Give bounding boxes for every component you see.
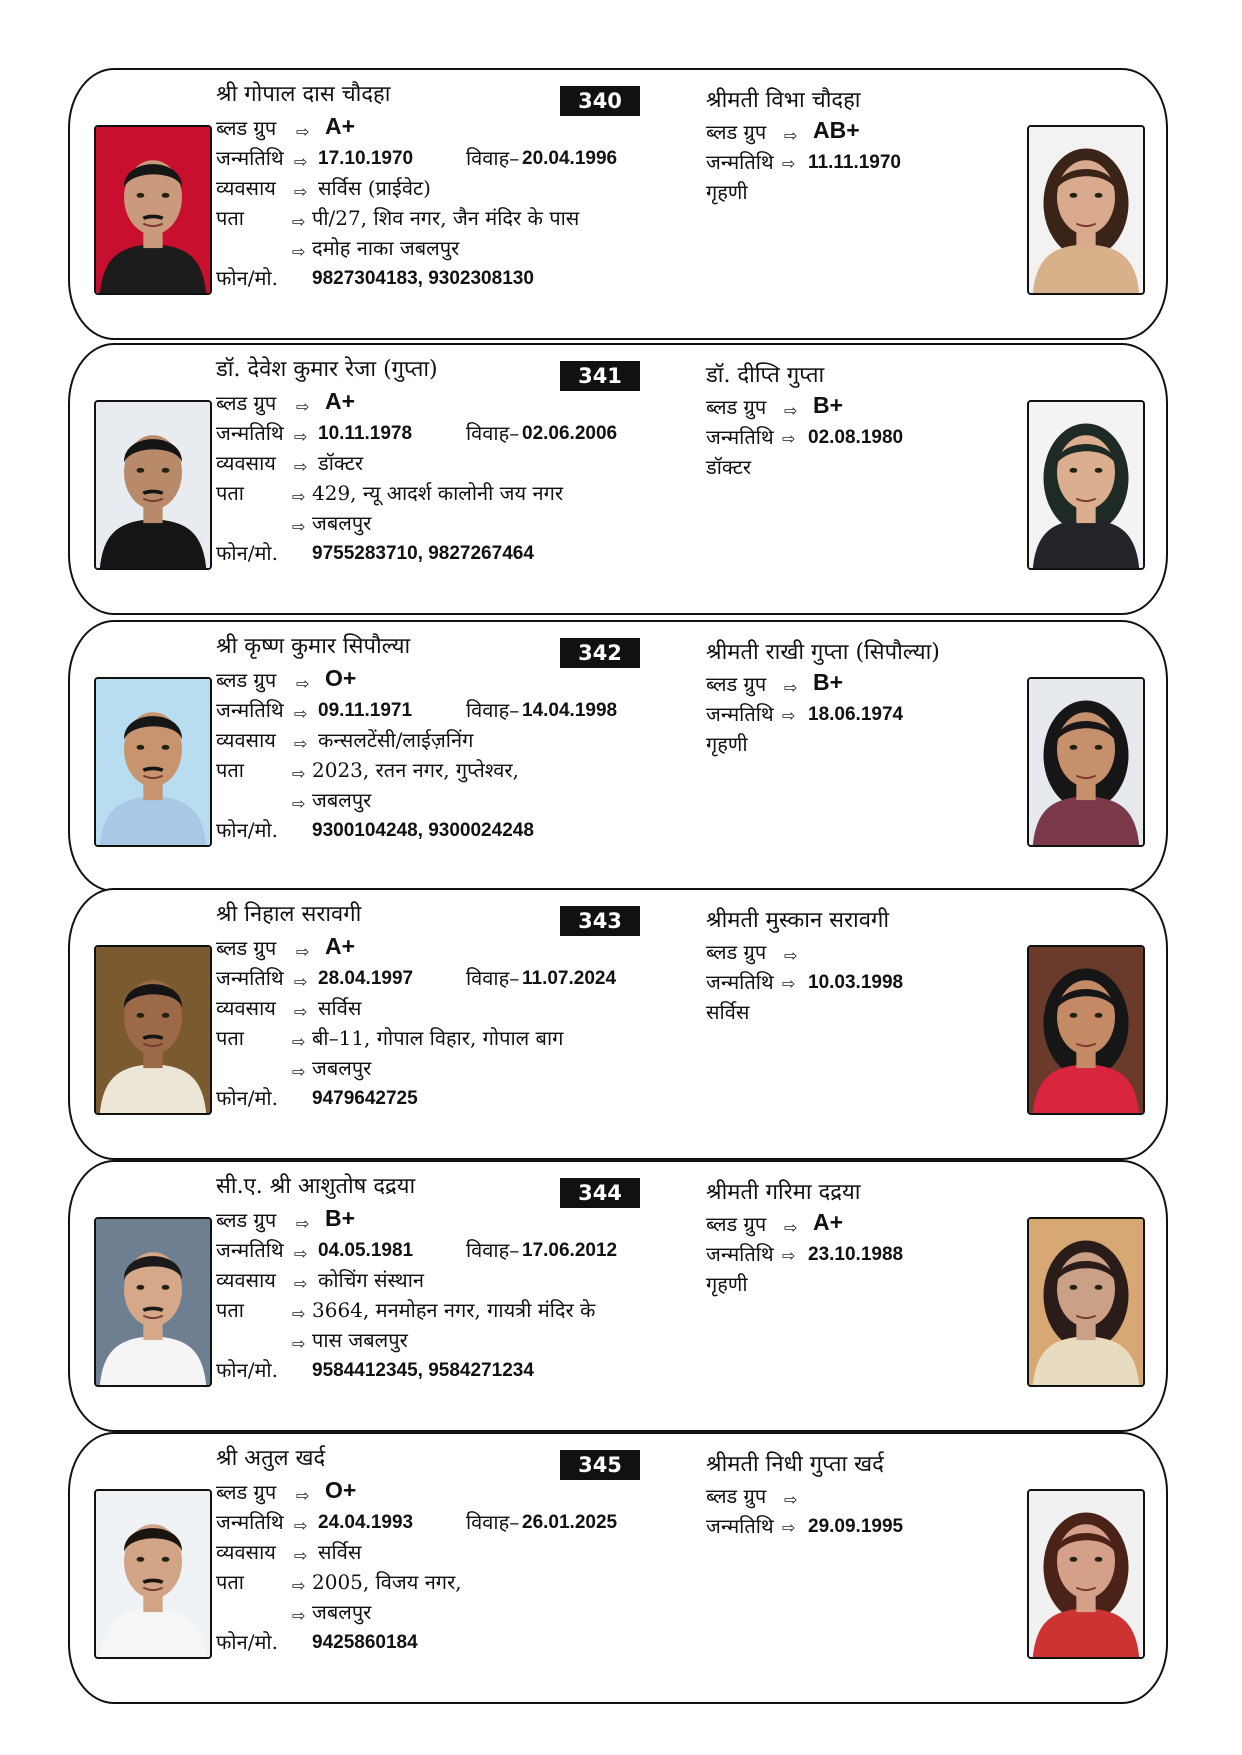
wife-name: श्रीमती विभा चौदहा: [706, 88, 861, 113]
arrow-icon: ⇨: [784, 1490, 798, 1509]
woman-portrait-icon: [1029, 1491, 1143, 1657]
husband-phone: 9584412345, 9584271234: [312, 1360, 534, 1381]
arrow-icon: ⇨: [292, 212, 306, 231]
blood-group-label: ब्लड ग्रुप: [706, 940, 767, 964]
wife-photo: [1027, 1217, 1145, 1387]
family-card: [68, 888, 1168, 1160]
husband-photo: [94, 125, 212, 295]
dob-label: जन्मतिथि: [706, 150, 774, 174]
dob-label: जन्मतिथि: [216, 421, 284, 445]
husband-dob: 04.05.1981: [318, 1240, 414, 1261]
wife-occupation: गृहणी: [706, 1272, 748, 1296]
husband-occupation: सर्विस: [318, 996, 362, 1020]
phone-label: फोन/मो.: [216, 818, 278, 842]
arrow-icon: ⇨: [294, 182, 308, 201]
man-portrait-icon: [96, 947, 210, 1113]
wife-blood-group: B+: [813, 669, 844, 695]
blood-group-label: ब्लड ग्रुप: [216, 116, 277, 140]
wife-photo: [1027, 125, 1145, 295]
address-line-1: 2005, विजय नगर,: [312, 1570, 462, 1594]
blood-group-label: ब्लड ग्रुप: [706, 1212, 767, 1236]
man-portrait-icon: [96, 1491, 210, 1657]
husband-name: श्री अतुल खर्द: [216, 1446, 326, 1471]
arrow-icon: ⇨: [782, 706, 796, 725]
husband-name: श्री गोपाल दास चौदहा: [216, 82, 391, 107]
man-portrait-icon: [96, 402, 210, 568]
husband-occupation: डॉक्टर: [318, 451, 364, 475]
address-line-1: पी/27, शिव नगर, जैन मंदिर के पास: [312, 206, 580, 230]
arrow-icon: ⇨: [292, 517, 306, 536]
marriage-label: विवाह–: [466, 1510, 520, 1534]
occupation-label: व्यवसाय: [216, 728, 276, 752]
wife-name: श्रीमती निधी गुप्ता खर्द: [706, 1452, 884, 1477]
wife-dob: 23.10.1988: [808, 1244, 904, 1265]
husband-phone: 9479642725: [312, 1088, 418, 1109]
husband-name: श्री कृष्ण कुमार सिपौल्या: [216, 634, 411, 659]
address-line-2: जबलपुर: [312, 788, 372, 812]
man-portrait-icon: [96, 127, 210, 293]
wife-photo: [1027, 677, 1145, 847]
marriage-label: विवाह–: [466, 1238, 520, 1262]
arrow-icon: ⇨: [294, 1546, 308, 1565]
marriage-label: विवाह–: [466, 698, 520, 722]
wife-blood-group: AB+: [813, 117, 860, 143]
family-card: [68, 620, 1168, 892]
blood-group-label: ब्लड ग्रुप: [706, 672, 767, 696]
husband-blood-group: O+: [325, 1477, 357, 1503]
blood-group-label: ब्लड ग्रुप: [706, 1484, 767, 1508]
wife-dob: 02.08.1980: [808, 427, 904, 448]
wife-blood-group: A+: [813, 1209, 844, 1235]
entry-number: 345: [560, 1450, 640, 1480]
address-line-2: दमोह नाका जबलपुर: [312, 236, 460, 260]
arrow-icon: ⇨: [782, 1518, 796, 1537]
family-card: [68, 68, 1168, 340]
husband-photo: [94, 1489, 212, 1659]
wife-name: श्रीमती राखी गुप्ता (सिपौल्या): [706, 640, 940, 665]
husband-occupation: कन्सलटेंसी/लाईज़निंग: [318, 728, 474, 752]
husband-photo: [94, 1217, 212, 1387]
arrow-icon: ⇨: [292, 764, 306, 783]
marriage-date: 17.06.2012: [522, 1240, 618, 1261]
husband-phone: 9755283710, 9827267464: [312, 543, 534, 564]
arrow-icon: ⇨: [294, 972, 308, 991]
marriage-date: 11.07.2024: [522, 968, 617, 989]
entry-number: 342: [560, 638, 640, 668]
wife-dob: 29.09.1995: [808, 1516, 904, 1537]
address-line-2: पास जबलपुर: [312, 1328, 408, 1352]
woman-portrait-icon: [1029, 679, 1143, 845]
arrow-icon: ⇨: [782, 154, 796, 173]
marriage-date: 14.04.1998: [522, 700, 618, 721]
husband-blood-group: A+: [325, 388, 356, 414]
arrow-icon: ⇨: [296, 1214, 310, 1233]
wife-dob: 18.06.1974: [808, 704, 904, 725]
husband-name: श्री निहाल सरावगी: [216, 902, 362, 927]
husband-name: डॉ. देवेश कुमार रेजा (गुप्ता): [216, 357, 438, 382]
blood-group-label: ब्लड ग्रुप: [216, 1208, 277, 1232]
dob-label: जन्मतिथि: [216, 1238, 284, 1262]
family-card: [68, 343, 1168, 615]
blood-group-label: ब्लड ग्रुप: [216, 668, 277, 692]
occupation-label: व्यवसाय: [216, 176, 276, 200]
dob-label: जन्मतिथि: [706, 425, 774, 449]
arrow-icon: ⇨: [294, 457, 308, 476]
entry-number: 341: [560, 361, 640, 391]
dob-label: जन्मतिथि: [216, 966, 284, 990]
arrow-icon: ⇨: [784, 126, 798, 145]
phone-label: फोन/मो.: [216, 541, 278, 565]
marriage-label: विवाह–: [466, 146, 520, 170]
dob-label: जन्मतिथि: [216, 1510, 284, 1534]
family-card: [68, 1432, 1168, 1704]
address-label: पता: [216, 1570, 244, 1594]
husband-blood-group: O+: [325, 665, 357, 691]
marriage-date: 26.01.2025: [522, 1512, 618, 1533]
arrow-icon: ⇨: [292, 242, 306, 261]
marriage-label: विवाह–: [466, 966, 520, 990]
arrow-icon: ⇨: [292, 1576, 306, 1595]
address-label: पता: [216, 1298, 244, 1322]
husband-dob: 17.10.1970: [318, 148, 414, 169]
arrow-icon: ⇨: [296, 942, 310, 961]
blood-group-label: ब्लड ग्रुप: [216, 1480, 277, 1504]
blood-group-label: ब्लड ग्रुप: [216, 391, 277, 415]
woman-portrait-icon: [1029, 947, 1143, 1113]
arrow-icon: ⇨: [784, 946, 798, 965]
dob-label: जन्मतिथि: [706, 1242, 774, 1266]
blood-group-label: ब्लड ग्रुप: [706, 395, 767, 419]
wife-name: श्रीमती गरिमा दद्रया: [706, 1180, 861, 1205]
husband-phone: 9425860184: [312, 1632, 418, 1653]
wife-occupation: गृहणी: [706, 180, 748, 204]
phone-label: फोन/मो.: [216, 1086, 278, 1110]
entry-number: 344: [560, 1178, 640, 1208]
husband-photo: [94, 945, 212, 1115]
dob-label: जन्मतिथि: [706, 970, 774, 994]
arrow-icon: ⇨: [292, 794, 306, 813]
address-line-2: जबलपुर: [312, 1600, 372, 1624]
arrow-icon: ⇨: [294, 704, 308, 723]
arrow-icon: ⇨: [294, 427, 308, 446]
arrow-icon: ⇨: [292, 1032, 306, 1051]
husband-dob: 24.04.1993: [318, 1512, 414, 1533]
arrow-icon: ⇨: [296, 674, 310, 693]
arrow-icon: ⇨: [784, 1218, 798, 1237]
occupation-label: व्यवसाय: [216, 996, 276, 1020]
blood-group-label: ब्लड ग्रुप: [706, 120, 767, 144]
arrow-icon: ⇨: [292, 1606, 306, 1625]
phone-label: फोन/मो.: [216, 266, 278, 290]
arrow-icon: ⇨: [782, 974, 796, 993]
woman-portrait-icon: [1029, 1219, 1143, 1385]
husband-occupation: सर्विस (प्राईवेट): [318, 176, 431, 200]
wife-dob: 10.03.1998: [808, 972, 904, 993]
address-label: पता: [216, 1026, 244, 1050]
address-line-1: 2023, रतन नगर, गुप्तेश्वर,: [312, 758, 519, 782]
husband-dob: 10.11.1978: [318, 423, 413, 444]
woman-portrait-icon: [1029, 127, 1143, 293]
dob-label: जन्मतिथि: [216, 146, 284, 170]
family-card: [68, 1160, 1168, 1432]
husband-photo: [94, 677, 212, 847]
wife-occupation: सर्विस: [706, 1000, 750, 1024]
arrow-icon: ⇨: [294, 1516, 308, 1535]
arrow-icon: ⇨: [294, 152, 308, 171]
husband-name: सी.ए. श्री आशुतोष दद्रया: [216, 1174, 416, 1199]
wife-photo: [1027, 1489, 1145, 1659]
marriage-date: 20.04.1996: [522, 148, 618, 169]
husband-blood-group: B+: [325, 1205, 356, 1231]
address-line-2: जबलपुर: [312, 1056, 372, 1080]
arrow-icon: ⇨: [296, 122, 310, 141]
address-label: पता: [216, 481, 244, 505]
phone-label: फोन/मो.: [216, 1630, 278, 1654]
husband-blood-group: A+: [325, 933, 356, 959]
husband-phone: 9827304183, 9302308130: [312, 268, 534, 289]
marriage-date: 02.06.2006: [522, 423, 618, 444]
man-portrait-icon: [96, 679, 210, 845]
husband-phone: 9300104248, 9300024248: [312, 820, 534, 841]
wife-blood-group: B+: [813, 392, 844, 418]
occupation-label: व्यवसाय: [216, 1268, 276, 1292]
wife-name: डॉ. दीप्ति गुप्ता: [706, 363, 825, 388]
entry-number: 343: [560, 906, 640, 936]
arrow-icon: ⇨: [784, 678, 798, 697]
address-line-1: 429, न्यू आदर्श कालोनी जय नगर: [312, 481, 564, 505]
husband-dob: 09.11.1971: [318, 700, 413, 721]
dob-label: जन्मतिथि: [216, 698, 284, 722]
arrow-icon: ⇨: [296, 1486, 310, 1505]
dob-label: जन्मतिथि: [706, 702, 774, 726]
occupation-label: व्यवसाय: [216, 451, 276, 475]
marriage-label: विवाह–: [466, 421, 520, 445]
phone-label: फोन/मो.: [216, 1358, 278, 1382]
husband-occupation: कोचिंग संस्थान: [318, 1268, 424, 1292]
arrow-icon: ⇨: [294, 1002, 308, 1021]
husband-occupation: सर्विस: [318, 1540, 362, 1564]
dob-label: जन्मतिथि: [706, 1514, 774, 1538]
wife-occupation: गृहणी: [706, 732, 748, 756]
man-portrait-icon: [96, 1219, 210, 1385]
arrow-icon: ⇨: [782, 1246, 796, 1265]
husband-photo: [94, 400, 212, 570]
occupation-label: व्यवसाय: [216, 1540, 276, 1564]
arrow-icon: ⇨: [782, 429, 796, 448]
husband-blood-group: A+: [325, 113, 356, 139]
arrow-icon: ⇨: [292, 1062, 306, 1081]
husband-dob: 28.04.1997: [318, 968, 414, 989]
arrow-icon: ⇨: [294, 1274, 308, 1293]
address-line-2: जबलपुर: [312, 511, 372, 535]
arrow-icon: ⇨: [292, 1334, 306, 1353]
arrow-icon: ⇨: [294, 734, 308, 753]
blood-group-label: ब्लड ग्रुप: [216, 936, 277, 960]
wife-name: श्रीमती मुस्कान सरावगी: [706, 908, 890, 933]
wife-photo: [1027, 945, 1145, 1115]
address-line-1: बी–11, गोपाल विहार, गोपाल बाग: [312, 1026, 564, 1050]
entry-number: 340: [560, 86, 640, 116]
arrow-icon: ⇨: [292, 487, 306, 506]
wife-occupation: डॉक्टर: [706, 455, 752, 479]
arrow-icon: ⇨: [784, 401, 798, 420]
arrow-icon: ⇨: [294, 1244, 308, 1263]
wife-dob: 11.11.1970: [808, 152, 901, 173]
arrow-icon: ⇨: [296, 397, 310, 416]
address-line-1: 3664, मनमोहन नगर, गायत्री मंदिर के: [312, 1298, 596, 1322]
woman-portrait-icon: [1029, 402, 1143, 568]
address-label: पता: [216, 206, 244, 230]
wife-photo: [1027, 400, 1145, 570]
address-label: पता: [216, 758, 244, 782]
arrow-icon: ⇨: [292, 1304, 306, 1323]
